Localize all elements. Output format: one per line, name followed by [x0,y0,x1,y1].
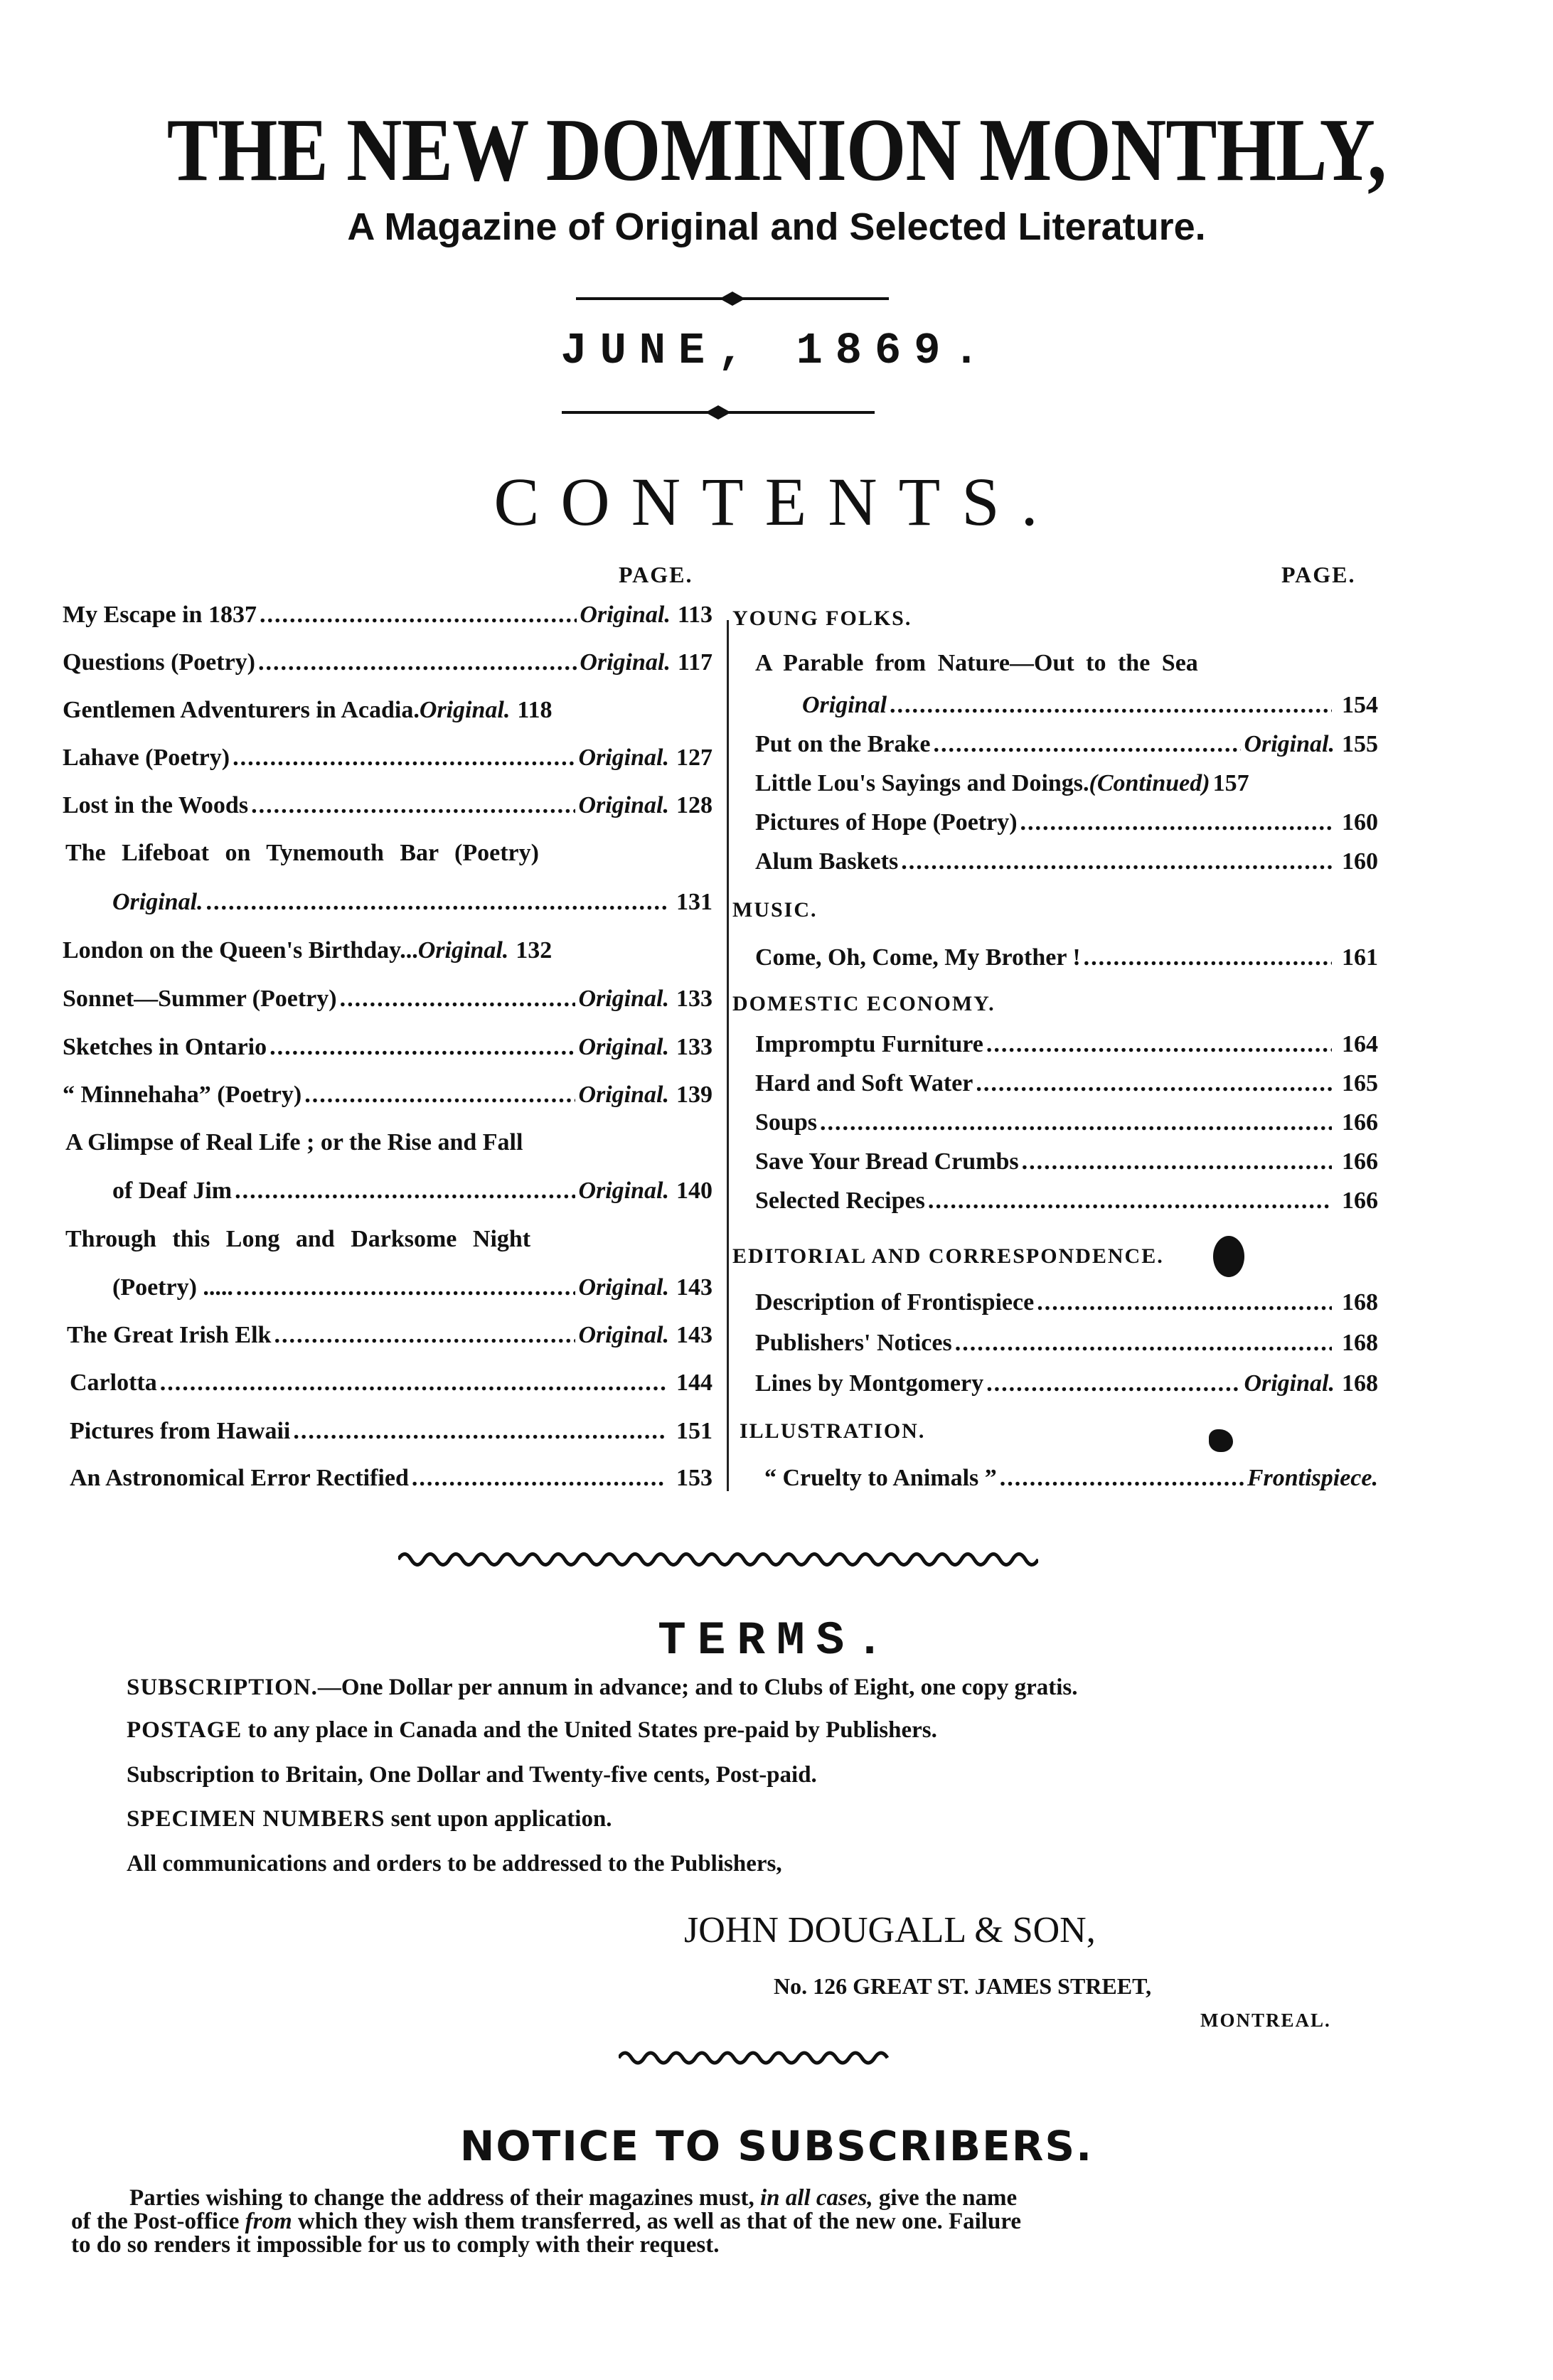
section-heading-illustration: ILLUSTRATION. [740,1419,926,1443]
terms-heading: TERMS. [658,1614,895,1667]
toc-entry: My Escape in 1837 ..... Original. 113 [63,603,713,627]
toc-entry: An Astronomical Error Rectified ..... 153 [70,1466,713,1490]
toc-entry: Alum Baskets ..... 160 [755,850,1378,874]
magazine-subtitle: A Magazine of Original and Selected Literature. [347,206,1206,248]
publisher-city: MONTREAL. [1200,2010,1331,2031]
toc-entry: Lost in the Woods ..... Original. 128 [63,794,713,818]
ornamental-rule-top [576,297,889,300]
toc-entry: Hard and Soft Water ..... 165 [755,1072,1378,1096]
section-heading-young-folks: YOUNG FOLKS. [732,607,912,630]
toc-entry: London on the Queen's Birthday... Original. 132 [63,937,553,964]
toc-entry: Publishers' Notices ..... 168 [755,1331,1378,1355]
toc-entry: Questions (Poetry) ..... Original. 117 [63,651,713,675]
toc-entry: Come, Oh, Come, My Brother ! ..... 161 [755,946,1378,970]
toc-entry: Put on the Brake ..... Original. 155 [755,732,1378,757]
terms-postage: POSTAGE to any place in Canada and the United States pre-paid by Publishers. [127,1717,937,1743]
toc-entry: Lines by Montgomery ..... Original. 168 [755,1372,1378,1396]
page-column-label-right: PAGE. [1281,562,1356,587]
terms-communications: All communications and orders to be addressed to the Publishers, [127,1851,782,1877]
wavy-divider-1 [398,1549,1038,1570]
wavy-divider-2 [619,2048,889,2068]
page-column-label-left: PAGE. [619,562,693,587]
terms-subscription: SUBSCRIPTION.—One Dollar per annum in advance; and to Clubs of Eight, one copy gratis. [127,1675,1078,1700]
toc-entry: Sketches in Ontario ..... Original. 133 [63,1035,713,1060]
section-heading-music: MUSIC. [732,898,818,922]
publisher-name: JOHN DOUGALL & SON, [684,1910,1096,1951]
toc-entry: The Great Irish Elk ..... Original. 143 [67,1323,713,1348]
toc-entry: Original ..... 154 [802,693,1378,717]
toc-entry: Soups ..... 166 [755,1111,1378,1135]
section-heading-editorial: EDITORIAL AND CORRESPONDENCE. [732,1244,1164,1268]
toc-entry: The Lifeboat on Tynemouth Bar (Poetry) [65,840,539,866]
section-heading-domestic-economy: DOMESTIC ECONOMY. [732,992,996,1015]
notice-heading: NOTICE TO SUBSCRIBERS. [459,2122,1094,2170]
magazine-title: THE NEW DOMINION MONTHLY, [166,101,1387,200]
contents-heading: CONTENTS. [493,464,1060,540]
toc-entry: A Glimpse of Real Life ; or the Rise and Fall [65,1129,523,1156]
toc-entry: Little Lou's Sayings and Doings. (Continued) 157 [755,770,1249,796]
toc-entry: Save Your Bread Crumbs ..... 166 [755,1150,1378,1174]
ink-smudge [1209,1429,1233,1452]
toc-entry: Carlotta ..... 144 [70,1371,713,1395]
toc-entry: Original. ..... 131 [112,890,713,914]
toc-entry: Selected Recipes ..... 166 [755,1189,1378,1213]
toc-entry: Lahave (Poetry) ..... Original. 127 [63,746,713,770]
toc-entry: Through this Long and Darksome Night [65,1226,531,1252]
toc-entry: Gentlemen Adventurers in Acadia. Original. 118 [63,697,553,723]
ink-blot [1213,1236,1244,1277]
terms-britain: Subscription to Britain, One Dollar and Twenty-five cents, Post-paid. [127,1762,817,1788]
toc-entry: “ Minnehaha” (Poetry) ..... Original. 139 [63,1083,713,1107]
notice-body: Parties wishing to change the address of their magazines must, in all cases, give the name of the Post-office from which they wish them transferred, as well as that of the new one. Failure to do so renders it impossible for us to comply with their request. [71,2185,1022,2258]
toc-entry: “ Cruelty to Animals ” ..... Frontispiece. [764,1466,1378,1490]
toc-entry: (Poetry) ..... ..... Original. 143 [112,1276,713,1300]
issue-date: JUNE, 1869. [560,326,993,376]
toc-entry: Sonnet—Summer (Poetry) ..... Original. 133 [63,987,713,1011]
toc-entry: Pictures from Hawaii ..... 151 [70,1419,713,1444]
toc-entry: Impromptu Furniture ..... 164 [755,1032,1378,1057]
publisher-address: No. 126 GREAT ST. JAMES STREET, [774,1973,1152,1999]
column-divider [727,620,729,1491]
toc-entry: of Deaf Jim ..... Original. 140 [112,1179,713,1203]
toc-entry: A Parable from Nature—Out to the Sea [755,650,1198,676]
toc-entry: Description of Frontispiece ..... 168 [755,1291,1378,1315]
toc-entry: Pictures of Hope (Poetry) ..... 160 [755,811,1378,835]
ornamental-rule-bottom [562,411,875,414]
terms-specimen: SPECIMEN NUMBERS sent upon application. [127,1806,612,1832]
